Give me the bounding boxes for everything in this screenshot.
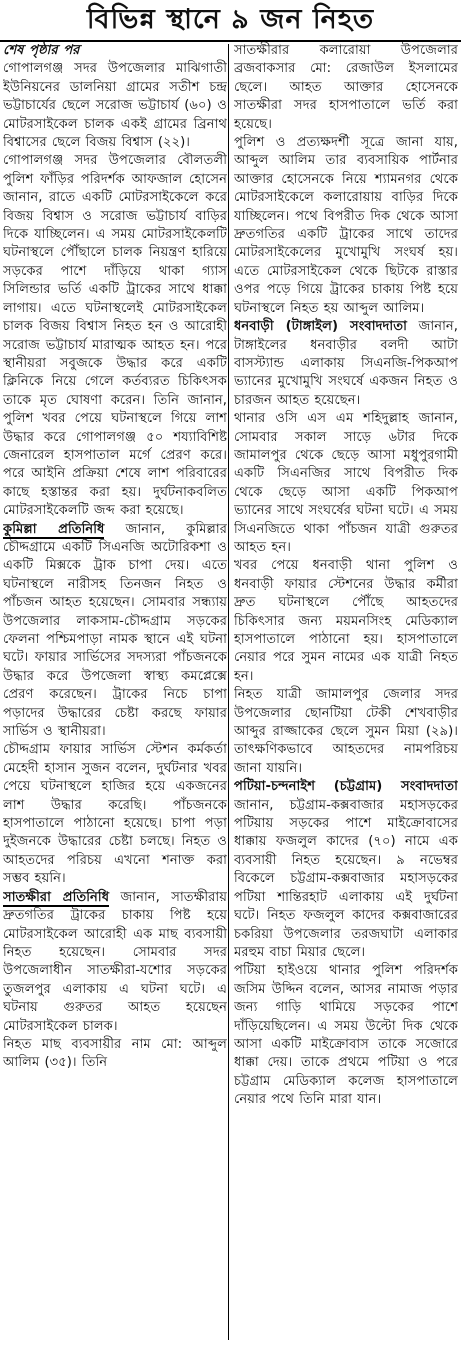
paragraph-text: খবর পেয়ে ধনবাড়ী থানা পুলিশ ও ধনবাড়ী ফায়ার স্টেশনের উদ্ধার কর্মীরা দ্রুত ঘটনাস্থলে পৌঁছে আহতদের চিকিৎসার জন্য ময়মনসিংহ মেডিক্যাল হাসপাতালে পাঠানো হয়। হাসপাতালে নেয়ার পরে সুমন নামের এক যাত্রী নিহত হন। xyxy=(234,558,458,684)
paragraph xyxy=(234,42,458,134)
paragraph-lead: শেষ পৃষ্ঠার পর xyxy=(3,43,80,58)
paragraph-text: চৌদ্দগ্রাম ফায়ার সার্ভিস স্টেশন কর্মকর্তা মেহেদী হাসান সুজন বলেন, দুর্ঘটনার খবর পেয়ে ঘটনাস্থলে হাজির হয়ে একজনের লাশ উদ্ধার করেছি। পাঁচজনকে হাসপাতালে পাঠানো হয়েছে। চাপা পড়া দুইজনকে উদ্ধারের চেষ্টা চলছে। নিহত ও আহতদের পরিচয় এখনো শনাক্ত করা সম্ভব হয়নি। xyxy=(3,742,227,887)
left-column xyxy=(3,42,227,1342)
paragraph-text: নিহত মাছ ব্যবসায়ীর নাম মো: আব্দুল আলিম (৩৫)। তিনি xyxy=(3,1036,227,1071)
right-column xyxy=(234,42,458,1342)
paragraph xyxy=(3,521,227,742)
paragraph xyxy=(234,134,458,318)
paragraph-text: নিহত যাত্রী জামালপুর জেলার সদর উপজেলার ছোনটিয়া টেকী শেখবাড়ীর আব্দুর রাজ্জাকের ছেলে সুমন মিয়া (২৯)। তাৎক্ষণিকভাবে আহতদের নামপরিচয় জানা যায়নি। xyxy=(234,687,458,776)
paragraph xyxy=(3,152,227,520)
paragraph xyxy=(3,889,227,1036)
paragraph-text: জানান, সাতক্ষীরায় দ্রুতগতির ট্রাকের চাকায় পিষ্ট হয়ে মোটরসাইকেল আরোহী এক মাছ ব্যবসায়ী নিহত হয়েছেন। সোমবার সদর উপজেলাধীন সাতক্ষীরা-যশোর সড়কের তুজলপুর এলাকায় এ ঘটনা ঘটে। এ ঘটনায় গুরুতর আহত হয়েছেন মোটরসাইকেল চালক। xyxy=(3,889,227,1034)
paragraph xyxy=(234,962,458,1109)
paragraph xyxy=(3,1036,227,1073)
paragraph-text: জানান, কুমিল্লার চৌদ্দগ্রামে একটি সিএনজি অটোরিকশা ও একটি মিক্সকে ট্রাক চাপা দেয়। এতে ঘটনাস্থলে নারীসহ তিনজন নিহত ও পাঁচজন আহত হয়েছেন। সোমবার সন্ধ্যায় উপজেলার লাকসাম-চৌদ্দগ্রাম সড়কের ফেলনা পশ্চিমপাড়া নামক স্থানে এই ঘটনা ঘটে। ফায়ার সার্ভিসের সদস্যরা পাঁচজনকে উদ্ধার করে উপজেলা স্বাস্থ্য কমপ্লেক্সে প্রেরণ করেছেন। ট্রাকের নিচে চাপা পড়াদের উদ্ধারের চেষ্টা করছে ফায়ার সার্ভিস ও স্থানীয়রা। xyxy=(3,521,227,740)
paragraph-text: জানান, চট্টগ্রাম-কক্সবাজার মহাসড়কের পটিয়ায় সড়কের পাশে মাইক্রোবাসের ধাক্কায় ফজলুল কাদের (৭০) নামে এক ব্যবসায়ী নিহত হয়েছেন। ৯ নভেম্বর বিকেলে চট্টগ্রাম-কক্সবাজার মহাসড়কের পটিয়া শান্তিরহাট এলাকায় এই দুর্ঘটনা ঘটে। নিহত ফজলুল কাদের কক্সবাজারের চকরিয়া উপজেলার তরজঘাটা এলাকার মরহুম বাচা মিয়ার ছেলে। xyxy=(234,797,458,960)
column-divider xyxy=(228,44,229,1340)
paragraph-lead: পটিয়া-চন্দনাইশ (চট্টগ্রাম) সংবাদদাতা xyxy=(234,779,458,795)
paragraph-lead: ধনবাড়ী (টাঙ্গাইল) সংবাদদাতা xyxy=(234,319,407,335)
paragraph-lead: কুমিল্লা প্রতিনিধি xyxy=(3,521,105,537)
paragraph-text: সাতক্ষীরার কলারোয়া উপজেলার ব্রজবাকসার মো: রেজাউল ইসলামের ছেলে। আহত আক্তার হোসেনকে সাতক্ষীরা সদর হাসপাতালে ভর্তি করা হয়েছে। xyxy=(234,43,458,132)
headline: বিভিন্ন স্থানে ৯ জন নিহত xyxy=(0,0,461,42)
paragraph xyxy=(3,42,227,60)
paragraph-text: পুলিশ ও প্রত্যক্ষদর্শী সূত্রে জানা যায়, আব্দুল আলিম তার ব্যবসায়িক পার্টনার আক্তার হোসেনকে নিয়ে শ্যামনগর থেকে মোটরসাইকেলে কলারোয়ায় বাড়ির দিকে যাচ্ছিলেন। পথে বিপরীত দিক থেকে আসা দ্রুতগতির একটি ট্রাকের সাথে তাদের মোটরসাইকেলের মুখোমুখি সংঘর্ষ হয়। এতে মোটরসাইকেল থেকে ছিটকে রাস্তার ওপর পড়ে গিয়ে ট্রাকের চাকায় পিষ্ট হয়ে ঘটনাস্থলে নিহত হয় আব্দুল আলিম। xyxy=(234,135,458,316)
paragraph-text: জানান, টাঙ্গাইলের ধনবাড়ীর বলদী আটা বাসস্ট্যান্ড এলাকায় সিএনজি-পিকআপ ভ্যানের মুখোমুখি সংঘর্ষে একজন নিহত ও চারজন আহত হয়েছেন। xyxy=(234,319,458,408)
paragraph-lead: সাতক্ষীরা প্রতিনিধি xyxy=(3,889,110,905)
paragraph xyxy=(234,557,458,686)
paragraph-text: পটিয়া হাইওয়ে থানার পুলিশ পরিদর্শক জসিম উদ্দিন বলেন, আসর নামাজ পড়ার জন্য গাড়ি থামিয়ে সড়কের পাশে দাঁড়িয়েছিলেন। এ সময় উল্টো দিক থেকে আসা একটি মাইক্রোবাস তাকে সজোরে ধাক্কা দেয়। তাকে প্রথমে পটিয়া ও পরে চট্টগ্রাম মেডিক্যাল কলেজ হাসপাতালে নেয়ার পথে তিনি মারা যান। xyxy=(234,963,458,1108)
paragraph xyxy=(234,318,458,410)
paragraph xyxy=(234,686,458,778)
paragraph xyxy=(234,778,458,962)
paragraph-text: গোপালগঞ্জ সদর উপজেলার বৌলতলী পুলিশ ফাঁড়ির পরিদর্শক আফজাল হোসেন জানান, রাতে একটি মোটরসাইকেলে করে বিজয় বিশ্বাস ও সরোজ ভট্টাচার্য বাড়ির দিকে যাচ্ছিলেন। এ সময় মোটরসাইকেলটি ঘটনাস্থলে পৌঁছালে চালক নিয়ন্ত্রণ হারিয়ে সড়কের পাশে দাঁড়িয়ে থাকা গ্যাস সিলিন্ডার ভর্তি একটি ট্রাকের সাথে ধাক্কা লাগায়। এতে ঘটনাস্থলেই মোটরসাইকেল চালক বিজয় বিশ্বাস নিহত হন ও আরোহী সরোজ ভট্টাচার্য মারাত্মক আহত হন। পরে স্থানীয়রা সবুজকে উদ্ধার করে একটি ক্লিনিকে নিয়ে গেলে কর্তব্যরত চিকিৎসক তাকে মৃত ঘোষণা করেন। তিনি জানান, পুলিশ খবর পেয়ে ঘটনাস্থলে গিয়ে লাশ উদ্ধার করে গোপালগঞ্জ ৫০ শয্যাবিশিষ্ট জেনারেল হাসপাতাল মর্গে প্রেরণ করে। পরে আইনি প্রক্রিয়া শেষে লাশ পরিবারের কাছে হস্তান্তর করা হয়। দুর্ঘটনাকবলিত মোটরসাইকেলটি জব্দ করা হয়েছে। xyxy=(3,153,227,519)
paragraph xyxy=(234,410,458,557)
paragraph xyxy=(3,60,227,152)
paragraph-text: গোপালগঞ্জ সদর উপজেলার মাঝিগাতী ইউনিয়নের ডালনিয়া গ্রামের সতীশ চন্দ্র ভট্টাচার্যের ছেলে সরোজ ভট্টাচার্য (৬০) ও মোটরসাইকেল চালক একই গ্রামের ব্রিনাথ বিশ্বাসের ছেলে বিজয় বিশ্বাস (২২)। xyxy=(3,61,227,151)
paragraph-text: থানার ওসি এস এম শহিদুল্লাহ জানান, সোমবার সকাল সাড়ে ৬টার দিকে জামালপুর থেকে ছেড়ে আসা মধুপুরগামী একটি সিএনজির সাথে বিপরীত দিক থেকে ছেড়ে আসা একটি পিকআপ ভ্যানের সাথে সংঘর্ষের ঘটনা ঘটে। এ সময় সিএনজিতে থাকা পাঁচজন যাত্রী গুরুতর আহত হন। xyxy=(234,411,458,555)
paragraph xyxy=(3,741,227,888)
